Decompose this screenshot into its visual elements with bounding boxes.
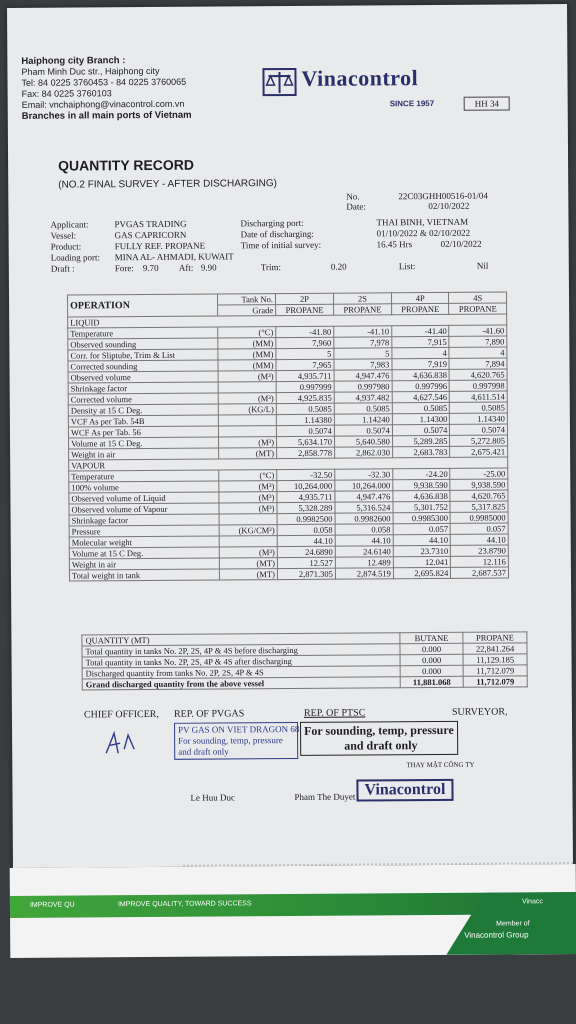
list-value: Nil (476, 260, 489, 271)
row-label: Observed volume of Vapour (69, 503, 219, 515)
value-cell: 7,960 (276, 337, 334, 348)
right-clip: Vinacc (521, 898, 543, 906)
branch-line-2: Tel: 84 0225 3760453 - 84 0225 3760065 (21, 76, 187, 88)
row-unit: (M³) (219, 547, 277, 558)
value-cell: 5,317.825 (450, 501, 508, 512)
value-cell: 0.057 (451, 523, 509, 534)
discharging-port-label: Discharging port: (240, 217, 304, 229)
value-cell: -41.40 (392, 325, 450, 336)
discharging-port-value: THAI BINH, VIETNAM (376, 216, 469, 228)
operation-table (67, 291, 509, 581)
value-cell: 0.997996 (392, 380, 450, 391)
page-subtitle: (NO.2 FINAL SURVEY - AFTER DISCHARGING) (58, 178, 278, 191)
value-cell: 5,634.170 (277, 436, 335, 447)
tank-header: 2P (276, 293, 334, 304)
row-label: Temperature (68, 327, 218, 339)
fore-label: Fore: (114, 263, 134, 274)
value-cell: -24.20 (393, 468, 451, 479)
value-cell: 0.058 (335, 524, 393, 535)
date-label: Date: (346, 201, 366, 212)
name-left: Le Huu Duc (190, 792, 236, 803)
value-cell: 44.10 (451, 534, 509, 545)
row-unit: (M³) (219, 481, 277, 492)
slogan: IMPROVE QUALITY, TOWARD SUCCESS (117, 900, 252, 909)
value-cell: 4,620.765 (450, 490, 508, 501)
value-cell: 4 (449, 347, 507, 358)
value-cell: 23.7310 (393, 545, 451, 556)
time-initial-survey-date: 02/10/2022 (440, 238, 482, 249)
quantity-header: QUANTITY (MT) (82, 633, 400, 646)
value-cell: 7,915 (392, 336, 450, 347)
value-cell: 0.5085 (450, 402, 508, 413)
ptsc-stamp-line-1: For sounding, temp, pressure (304, 722, 454, 738)
row-unit (219, 536, 277, 547)
trim-value: 0.20 (330, 261, 347, 272)
value-cell: 2,874.519 (335, 568, 393, 579)
row-unit (218, 426, 276, 437)
value-cell: 2,858.778 (277, 447, 335, 458)
value-cell: 4 (392, 347, 450, 358)
vinacontrol-stamp (356, 779, 453, 802)
value-cell: 5,301.752 (393, 501, 451, 512)
value-cell: 24.6140 (335, 546, 393, 557)
value-cell: 2,683.783 (392, 446, 450, 457)
value-cell: 24.6890 (277, 546, 335, 557)
value-cell: 5,328.289 (277, 502, 335, 513)
fore-value: 9.70 (142, 262, 159, 274)
value-cell: 4,636.838 (393, 490, 451, 501)
member-of: Member of (496, 920, 530, 928)
row-label: VCF As per Tab. 54B (68, 415, 218, 427)
row-label: Pressure (69, 525, 219, 537)
value-cell: 4,627.546 (392, 391, 450, 402)
row-label: Observed volume of Liquid (69, 492, 219, 504)
row-unit: (MM) (218, 349, 276, 360)
row-label: Temperature (69, 470, 219, 482)
butane-header: BUTANE (400, 632, 463, 643)
value-cell: 0.5085 (276, 403, 334, 414)
value-cell: 4,925.835 (276, 392, 334, 403)
product-label: Product: (50, 241, 82, 252)
grade-cell: PROPANE (334, 304, 392, 315)
value-cell: 12.041 (393, 556, 451, 567)
page-title: QUANTITY RECORD (58, 156, 195, 174)
product-value: FULLY REF. PROPANE (114, 240, 206, 252)
row-label: 100% volume (69, 481, 219, 493)
value-cell: 7,978 (334, 337, 392, 348)
vinacontrol-logo-icon (261, 67, 297, 97)
applicant-label: Applicant: (50, 219, 89, 230)
form-code: HH 34 (464, 96, 510, 110)
aft-value: 9.90 (200, 262, 217, 273)
value-cell: 5,289.285 (392, 435, 450, 446)
ptsc-stamp-line-2: and draft only (344, 738, 418, 753)
value-cell: 2,695.824 (393, 567, 451, 578)
applicant-value: PVGAS TRADING (114, 218, 187, 230)
value-cell: 10,264.000 (335, 480, 393, 491)
value-cell: 9,938.590 (393, 479, 451, 490)
row-unit: (KG/L) (218, 404, 276, 415)
surveyor-label: SURVEYOR, (451, 706, 508, 718)
row-label: Volume at 15 C Deg. (69, 437, 219, 449)
row-unit: (M³) (218, 371, 276, 382)
value-cell: 0.9985300 (393, 512, 451, 523)
row-unit: (MT) (219, 558, 277, 569)
value-cell: 2,871.305 (277, 568, 335, 579)
value-cell: 12.489 (335, 557, 393, 568)
pvgas-stamp-line-3: and draft only (178, 746, 229, 757)
list-label: List: (398, 261, 416, 272)
row-label: Shrinkage factor (69, 514, 219, 526)
row-unit: (M³) (219, 492, 277, 503)
value-cell: 5,316.524 (335, 502, 393, 513)
brand-since: SINCE 1957 (389, 98, 435, 109)
row-unit: (°C) (218, 327, 276, 338)
tank-header: 4P (391, 292, 449, 303)
quantity-butane: 0.000 (400, 654, 463, 665)
value-cell: 5,640.580 (334, 436, 392, 447)
value-cell: 2,862.030 (335, 447, 393, 458)
footer-band (10, 864, 576, 958)
value-cell: 44.10 (393, 534, 451, 545)
tank-header: 4S (449, 292, 507, 303)
slogan-left: IMPROVE QU (29, 901, 75, 909)
value-cell: 0.5074 (276, 425, 334, 436)
section-header: VAPOUR (69, 457, 508, 471)
value-cell: 0.997999 (276, 381, 334, 392)
value-cell: 4,937.482 (334, 392, 392, 403)
value-cell: 2,675.421 (450, 446, 508, 457)
value-cell: 0.5085 (334, 403, 392, 414)
quantity-label: Total quantity in tanks No. 2P, 2S, 4P & 4S after discharging (82, 655, 400, 668)
value-cell: 1.14340 (450, 413, 508, 424)
row-label: WCF As per Tab. 56 (68, 426, 218, 438)
value-cell: -41.80 (276, 326, 334, 337)
pvgas-stamp-line-1: PV GAS ON VIET DRAGON 68 (178, 723, 300, 735)
value-cell: 44.10 (277, 535, 335, 546)
grade-cell: PROPANE (276, 304, 334, 315)
document-paper (7, 4, 573, 868)
trim-label: Trim: (260, 262, 282, 273)
value-cell: 5 (334, 348, 392, 359)
tank-header: 2S (333, 293, 391, 304)
quantity-butane: 0.000 (400, 665, 463, 676)
quantity-label: Total quantity in tanks No. 2P, 2S, 4P & 4S before discharging (82, 644, 400, 657)
date-value: 02/10/2022 (428, 200, 470, 212)
value-cell: 9,938.590 (450, 479, 508, 490)
chief-officer-label: CHIEF OFFICER, (83, 708, 159, 721)
value-cell: 4,947.476 (335, 491, 393, 502)
grand-label: Grand discharged quantity from the above vessel (82, 677, 400, 690)
quantity-label: Discharged quantity from tanks No. 2P, 2S, 4P & 4S (82, 666, 400, 679)
value-cell: -41.60 (449, 325, 507, 336)
vessel-value: GAS CAPRICORN (114, 229, 187, 241)
value-cell: 12.116 (451, 556, 509, 567)
thay-mat-cong-ty: THAY MẶT CÔNG TY (406, 760, 475, 770)
value-cell: 7,965 (276, 359, 334, 370)
branch-line-4: Email: vnchaiphong@vinacontrol.com.vn (21, 98, 185, 110)
group-name: Vinacontrol Group (464, 930, 529, 940)
value-cell: 4,611.514 (450, 391, 508, 402)
brand-logo (261, 65, 418, 97)
branch-name: Haiphong city Branch : (21, 55, 126, 67)
row-unit: (KG/CM²) (219, 525, 277, 536)
loading-port-value: MINA AL- AHMADI, KUWAIT (114, 251, 234, 263)
row-label: Weight in air (69, 558, 219, 570)
value-cell: 12.527 (277, 557, 335, 568)
date-of-discharging-label: Date of discharging: (240, 228, 314, 240)
row-label: Total weight in tank (69, 569, 219, 581)
no-value: 22C03GHH00516-01/04 (398, 190, 488, 202)
quantity-propane: 11,129.185 (463, 654, 527, 665)
row-label: Density at 15 C Deg. (68, 404, 218, 416)
rep-pvgas-label: REP. OF PVGAS (173, 708, 245, 720)
branch-footer: Branches in all main ports of Vietnam (21, 109, 192, 122)
value-cell: 7,890 (449, 336, 507, 347)
value-cell: 10,264.000 (277, 480, 335, 491)
grade-cell: PROPANE (449, 303, 507, 314)
tank-no-label: Tank No. (218, 294, 276, 305)
value-cell: 0.997980 (334, 381, 392, 392)
value-cell: 7,919 (392, 358, 450, 369)
row-unit: (MT) (219, 569, 277, 580)
row-label: Observed sounding (68, 338, 218, 350)
value-cell: 23.8790 (451, 545, 509, 556)
aft-label: Aft: (178, 262, 194, 273)
value-cell: -32.30 (335, 469, 393, 480)
no-label: No. (346, 191, 360, 202)
time-initial-survey-label: Time of initial survey: (240, 239, 322, 251)
table-row (69, 567, 508, 581)
quantity-propane: 22,841.264 (463, 643, 527, 654)
row-label: Observed volume (68, 371, 218, 383)
branch-line-3: Fax: 84 0225 3760103 (21, 88, 112, 99)
value-cell: 4,935.711 (276, 370, 334, 381)
value-cell: 0.057 (393, 523, 451, 534)
row-label: Weight in air (69, 448, 219, 460)
row-unit: (M³) (219, 503, 277, 514)
quantity-table (81, 631, 527, 690)
name-mid: Pham The Duyet (294, 791, 356, 802)
row-unit: (MT) (219, 448, 277, 459)
row-label: Molecular weight (69, 536, 219, 548)
value-cell: 0.9982500 (277, 513, 335, 524)
value-cell: 0.9982600 (335, 513, 393, 524)
value-cell: 44.10 (335, 535, 393, 546)
draft-label: Draft : (50, 263, 75, 274)
value-cell: 5,272.805 (450, 435, 508, 446)
row-unit: (M³) (219, 437, 277, 448)
row-label: Shrinkage factor (68, 382, 218, 394)
quantity-butane: 0.000 (400, 643, 463, 654)
value-cell: 1.14240 (334, 414, 392, 425)
quantity-propane: 11,712.079 (463, 665, 527, 676)
value-cell: 0.058 (277, 524, 335, 535)
row-label: Corrected volume (68, 393, 218, 405)
vinacontrol-stamp-text: Vinacontrol (364, 780, 446, 799)
row-unit (219, 514, 277, 525)
grand-butane: 11,881.068 (400, 676, 463, 687)
ptsc-stamp (300, 721, 458, 756)
value-cell: -32.50 (277, 469, 335, 480)
pvgas-stamp-line-2: For sounding, temp, pressure (178, 735, 283, 746)
row-unit (218, 382, 276, 393)
row-label: Volume at 15 C Deg. (69, 547, 219, 559)
propane-header: PROPANE (463, 632, 527, 643)
value-cell: 0.9985000 (450, 512, 508, 523)
row-unit: (MM) (218, 360, 276, 371)
value-cell: 0.5085 (392, 402, 450, 413)
rep-ptsc-label: REP. OF PTSC (303, 707, 366, 719)
value-cell: 0.5074 (450, 424, 508, 435)
value-cell: 0.5074 (334, 425, 392, 436)
grand-propane: 11,712.079 (463, 676, 527, 687)
row-unit: (°C) (219, 470, 277, 481)
value-cell: 4,947.476 (334, 370, 392, 381)
value-cell: -41.10 (334, 326, 392, 337)
brand-name: Vinacontrol (301, 65, 419, 91)
value-cell: 7,894 (449, 358, 507, 369)
chief-signature (102, 729, 142, 759)
value-cell: 1.14380 (276, 414, 334, 425)
row-unit: (M³) (218, 393, 276, 404)
branch-info (21, 55, 191, 122)
grade-label: Grade (218, 305, 276, 316)
value-cell: 2,687.537 (451, 567, 509, 578)
row-unit: (MM) (218, 338, 276, 349)
section-header: LIQUID (68, 314, 507, 328)
value-cell: 0.997998 (450, 380, 508, 391)
row-unit (218, 415, 276, 426)
value-cell: 4,636.838 (392, 369, 450, 380)
time-initial-survey-value: 16.45 Hrs (376, 239, 413, 250)
date-of-discharging-value: 01/10/2022 & 02/10/2022 (376, 227, 471, 239)
value-cell: 4,935.711 (277, 491, 335, 502)
pvgas-stamp (174, 722, 298, 760)
row-label: Corr. for Sliptube, Trim & List (68, 349, 218, 361)
row-label: Corrected sounding (68, 360, 218, 372)
operation-header: OPERATION (68, 294, 218, 317)
value-cell: 5 (276, 348, 334, 359)
branch-line-1: Pham Minh Duc str., Haiphong city (21, 65, 160, 77)
vessel-label: Vessel: (50, 230, 77, 241)
loading-port-label: Loading port: (50, 252, 101, 263)
value-cell: 7,983 (334, 359, 392, 370)
value-cell: 1.14300 (392, 413, 450, 424)
value-cell: -25.00 (450, 468, 508, 479)
value-cell: 0.5074 (392, 424, 450, 435)
value-cell: 4,620.765 (449, 369, 507, 380)
grade-cell: PROPANE (391, 303, 449, 314)
